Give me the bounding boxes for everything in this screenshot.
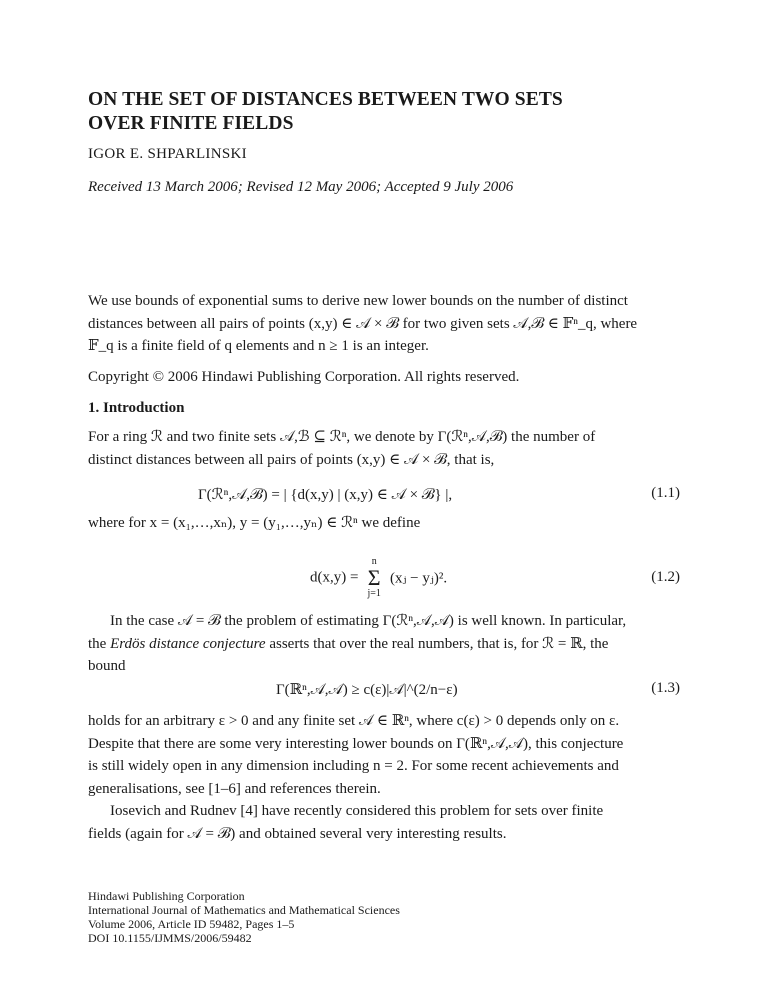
paragraph-erdos <box>88 610 680 678</box>
equation-body <box>310 557 447 599</box>
footer-line: DOI 10.1155/IJMMS/2006/59482 <box>88 931 252 945</box>
abstract-line: We use bounds of exponential sums to derive new lower bounds on the number of distinct <box>88 293 628 309</box>
equation-rhs: (xⱼ − yⱼ)². <box>389 570 448 587</box>
equation-number: (1.1) <box>651 485 680 501</box>
footer-line: Volume 2006, Article ID 59482, Pages 1–5 <box>88 917 295 931</box>
paragraph-line: In the case 𝒜 = ℬ the problem of estimating Γ(ℛⁿ,𝒜,𝒜) is well known. In particular, <box>110 613 627 629</box>
paragraph-line: generalisations, see [1–6] and references therein. <box>88 780 381 797</box>
sum-lower-limit: j=1 <box>367 588 381 599</box>
text-run: the <box>88 635 111 652</box>
equation-body: Γ(ℛⁿ,𝒜,ℬ) = | {d(x,y) | (x,y) ∈ 𝒜 × ℬ} |, <box>198 487 453 503</box>
section-heading: 1. Introduction <box>88 400 185 416</box>
title-line-1: ON THE SET OF DISTANCES BETWEEN TWO SETS <box>88 89 563 110</box>
equation-1-3 <box>88 680 680 704</box>
publisher-footer <box>88 889 400 945</box>
where-line: where for x = (x₁,…,xₙ), y = (y₁,…,yₙ) ∈ ℛⁿ we define <box>88 515 421 531</box>
paragraph-conjecture <box>88 710 680 845</box>
summation-symbol: n Σ j=1 <box>362 557 386 599</box>
equation-body: Γ(ℝⁿ,𝒜,𝒜) ≥ c(ε)|𝒜|^(2/n−ε) <box>276 682 458 698</box>
paragraph-line: bound <box>88 658 126 674</box>
footer-line: Hindawi Publishing Corporation <box>88 889 245 903</box>
paper-title <box>88 88 563 136</box>
paragraph-line: is still widely open in any dimension including n = 2. For some recent achievements and <box>88 758 619 774</box>
paragraph-line: Iosevich and Rudnev [4] have recently considered this problem for sets over finite <box>110 803 604 819</box>
paragraph-line: Despite that there are some very interesting lower bounds on Γ(ℝⁿ,𝒜,𝒜), this conjecture <box>88 735 624 752</box>
abstract-line: distances between all pairs of points (x,y) ∈ 𝒜 × ℬ for two given sets 𝒜,ℬ ∈ 𝔽ⁿ_q, where <box>88 315 638 332</box>
sum-upper-limit: n <box>371 556 377 567</box>
equation-1-1 <box>88 485 680 509</box>
intro-paragraph <box>88 426 680 471</box>
abstract-line: 𝔽_q is a finite field of q elements and n ≥ 1 is an integer. <box>88 338 429 354</box>
title-line-2: OVER FINITE FIELDS <box>88 113 294 134</box>
paragraph-line <box>88 633 680 656</box>
author-name: IGOR E. SHPARLINSKI <box>88 146 247 162</box>
equation-1-2 <box>88 557 680 601</box>
equation-number: (1.2) <box>651 569 680 585</box>
abstract <box>88 290 680 358</box>
paragraph-line: holds for an arbitrary ε > 0 and any finite set 𝒜 ∈ ℝⁿ, where c(ε) > 0 depends only on ε. <box>88 713 620 729</box>
footer-line: International Journal of Mathematics and Mathematical Sciences <box>88 903 400 917</box>
equation-lhs: d(x,y) = <box>310 569 359 586</box>
received-dates: Received 13 March 2006; Revised 12 May 2006; Accepted 9 July 2006 <box>88 179 514 195</box>
equation-number: (1.3) <box>651 680 680 696</box>
intro-line: distinct distances between all pairs of points (x,y) ∈ 𝒜 × ℬ, that is, <box>88 451 495 468</box>
paragraph-line: fields (again for 𝒜 = ℬ) and obtained several very interesting results. <box>88 825 507 842</box>
emphasis-term: Erdös distance conjecture <box>110 635 266 652</box>
copyright-notice: Copyright © 2006 Hindawi Publishing Corporation. All rights reserved. <box>88 369 520 385</box>
text-run: asserts that over the real numbers, that is, for ℛ = ℝ, the <box>265 635 609 652</box>
intro-line: For a ring ℛ and two finite sets 𝒜,ℬ ⊆ ℛⁿ, we denote by Γ(ℛⁿ,𝒜,ℬ) the number of <box>88 429 596 445</box>
